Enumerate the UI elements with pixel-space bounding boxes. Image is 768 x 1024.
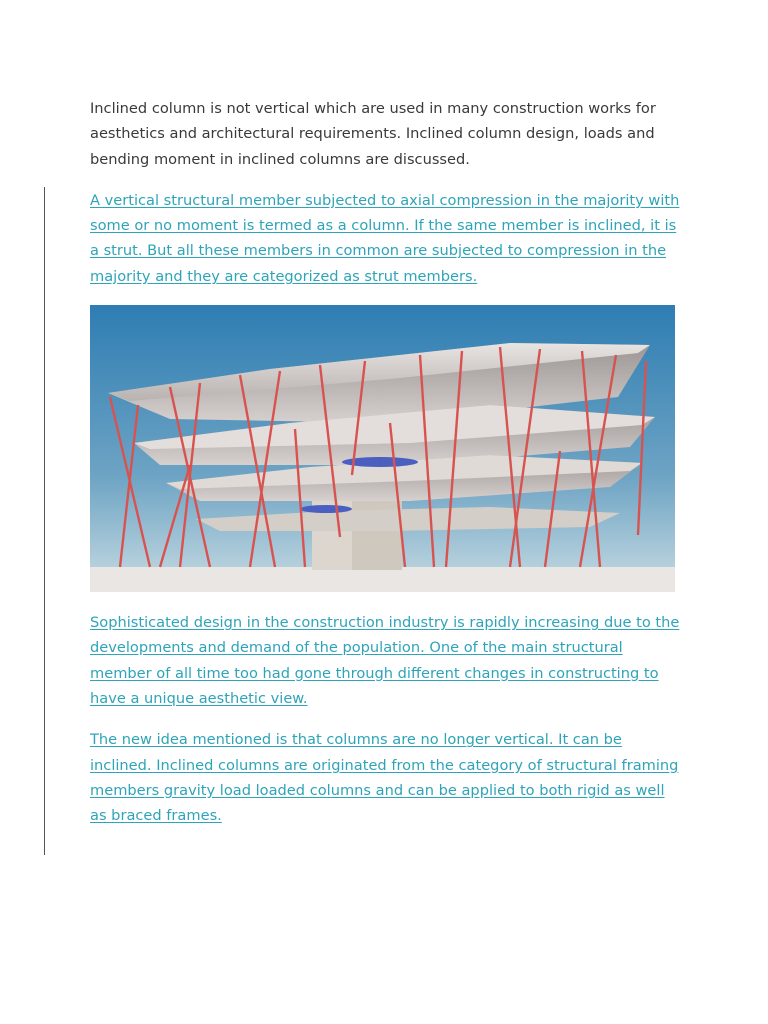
margin-rule: [44, 187, 45, 855]
article-body: [90, 96, 680, 844]
inclined-columns-idea-link[interactable]: The new idea mentioned is that columns are no longer vertical. It can be inclined. Inclined columns are originated from the category of structural framing members gravity load loaded columns and can be applied to both rigid as well as braced frames.: [90, 731, 679, 825]
column-definition-link[interactable]: A vertical structural member subjected to axial compression in the majority with some or no moment is termed as a column. If the same member is inclined, it is a strut. But all these members in common are subjected to compression in the majority and they are categorized as strut members.: [90, 191, 680, 285]
building-illustration-svg: [90, 305, 675, 592]
inclined-columns-building-illustration: [90, 305, 675, 592]
sophisticated-design-link[interactable]: Sophisticated design in the construction industry is rapidly increasing due to the developments and demand of the population. One of the main structural member of all time too had gone through different changes in constructing to have a unique aesthetic view.: [90, 614, 680, 707]
intro-paragraph: Inclined column is not vertical which are used in many construction works for aesthetics and architectural requirements. Inclined column design, loads and bending moment in inclined columns are discussed.: [90, 100, 656, 168]
